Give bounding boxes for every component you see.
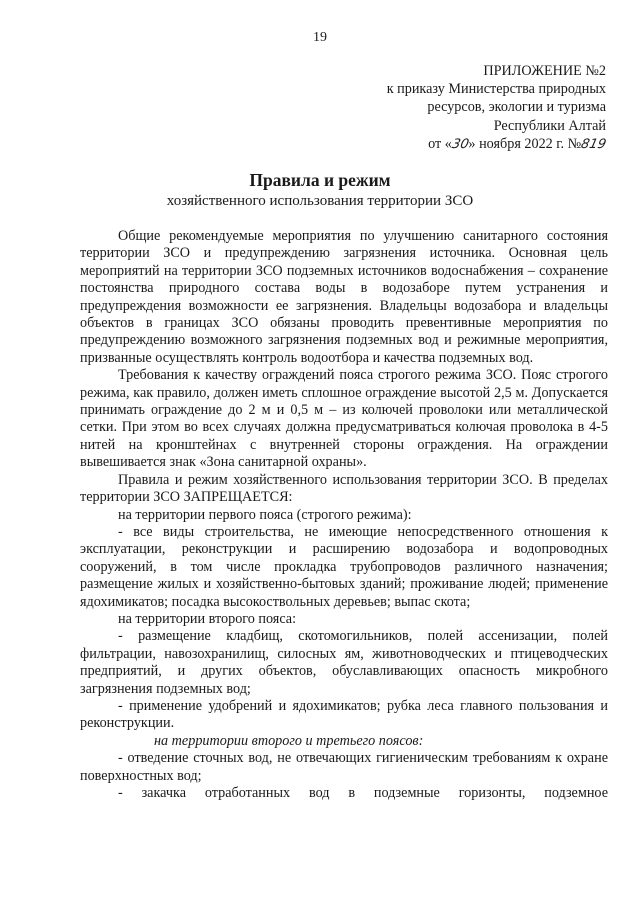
appendix-line-2: ресурсов, экологии и туризма	[427, 99, 606, 116]
first-belt-heading: на территории первого пояса (строгого режима):	[118, 506, 412, 523]
paragraph-general-measures: Общие рекомендуемые мероприятия по улучшению санитарного состояния территории ЗСО и предупреждению загрязнения источника. Основная цель мероприятий на территории ЗСО подземных источников водоснабжения – сохранение постоянства природного состава воды в водозаборе путем устранения и предупреждения возможности ее загрязнения. Владельцы водозабора и владельцы объектов в границах ЗСО обязаны проводить превентивные мероприятия по предупреждению возможного загрязнения подземных вод и режимные мероприятия, призванные осуществлять контроль водоотбора и качества подземных вод.	[80, 228, 608, 366]
handwritten-day: 30	[450, 136, 471, 152]
appendix-line-3: Республики Алтай	[493, 117, 606, 134]
appendix-header	[306, 62, 606, 154]
second-third-belt-heading: на территории второго и третьего поясов:	[154, 732, 424, 749]
second-belt-heading: на территории второго пояса:	[118, 610, 297, 627]
second-third-item-1: - отведение сточных вод, не отвечающих гигиеническим требованиям к охране поверхностных вод;	[80, 750, 608, 784]
document-subtitle: хозяйственного использования территории ЗСО	[166, 193, 474, 209]
second-belt-item-2: - применение удобрений и ядохимикатов; рубка леса главного пользования и реконструкции.	[80, 697, 608, 732]
page-number: 19	[313, 30, 327, 45]
document-title: Правила и режим	[249, 170, 391, 190]
second-third-item-2: - закачка отработанных вод в подземные горизонты, подземное	[118, 785, 608, 801]
paragraph-fence-requirements: Требования к качеству ограждений пояса строгого режима ЗСО. Пояс строгого режима, как правило, должен иметь сплошное ограждение высотой 2,5 м. Допускается принимать ограждение до 2 м и 0,5 м – из колючей проволоки или металлической сетки. При этом во всех случаях должна предусматриваться колючая проволока в 4-5 нитей на кронштейнах с внутренней стороны ограждения. На ограждении вывешивается знак «Зона санитарной охраны».	[80, 367, 608, 471]
document-body	[80, 228, 608, 802]
handwritten-number: 819	[579, 136, 608, 152]
appendix-line-1: к приказу Министерства природных	[386, 81, 606, 98]
paragraph-rules-regime: Правила и режим хозяйственного использования территории ЗСО. В пределах территории ЗСО ЗАПРЕЩАЕТСЯ:	[80, 471, 608, 506]
appendix-title: ПРИЛОЖЕНИЕ №2	[483, 63, 606, 79]
second-belt-item-1: - размещение кладбищ, скотомогильников, полей ассенизации, полей фильтрации, навозохранилищ, силосных ям, животноводческих и птицеводческих предприятий, и других объектов, обуславливающих опасность микробного загрязнения подземных вод;	[80, 628, 608, 697]
date-prefix: от «	[428, 135, 452, 152]
first-belt-item: - все виды строительства, не имеющие непосредственного отношения к эксплуатации, реконструкции и расширению водозабора и водопроводных сооружений, в том числе прокладка трубопроводов различного назначения; размещение жилых и хозяйственно-бытовых зданий; проживание людей; применение ядохимикатов; посадка высокоствольных деревьев; выпас скота;	[80, 523, 608, 610]
appendix-date-line	[306, 135, 606, 154]
date-middle: » ноября 2022 г. №	[468, 135, 582, 152]
